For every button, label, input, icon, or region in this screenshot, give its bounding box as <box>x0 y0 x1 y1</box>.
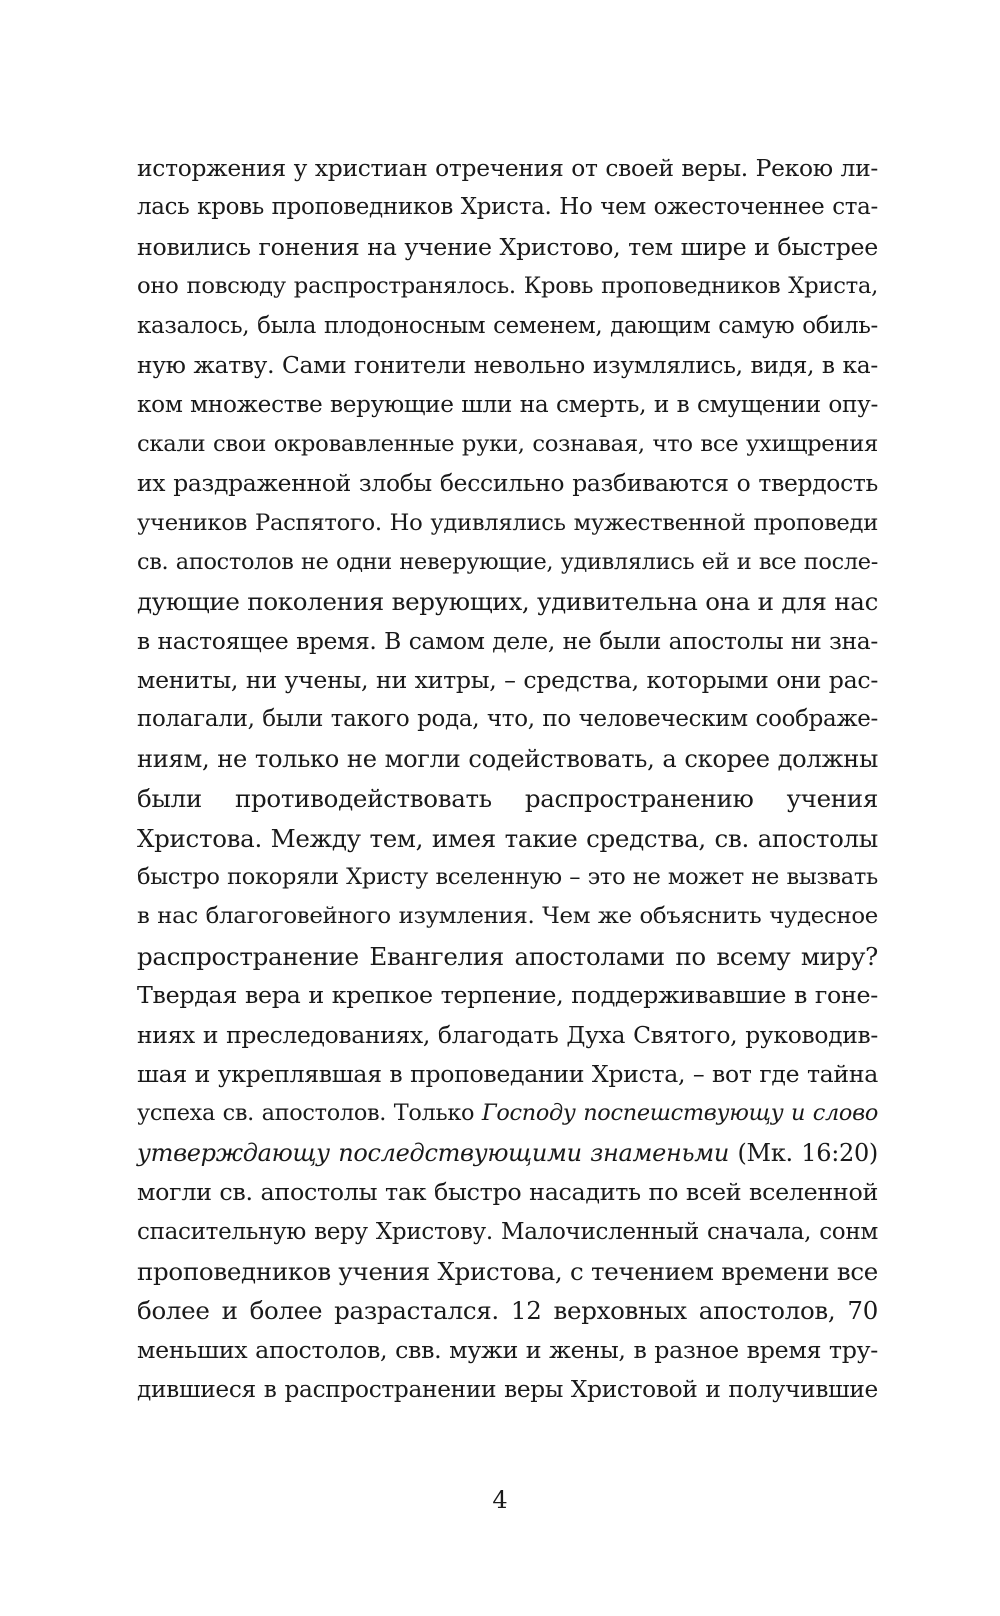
text-line: скали свои окровавленные руки, сознавая, что все ухищрения <box>137 430 878 457</box>
text-line: ком множестве верующие шли на смерть, и в смущении опу- <box>137 391 878 419</box>
text-line: учеников Распятого. Но удивлялись мужественной проповеди <box>137 509 878 536</box>
text-line: более и более разрастался. 12 верховных апостолов, 70 <box>137 1296 878 1326</box>
text-line: в настоящее время. В самом деле, не были апостолы ни зна- <box>137 626 878 655</box>
text-line: Христова. Между тем, имея такие средства, св. апостолы <box>137 823 878 853</box>
scripture-quote: Господу поспешствующу и слово <box>481 1100 878 1127</box>
text-line: дившиеся в распространении веры Христовой и получившие <box>137 1376 878 1404</box>
text-line: их раздраженной злобы бессильно разбиваются о твердость <box>137 469 878 498</box>
text-line: ниях и преследованиях, благодать Духа Святого, руководив- <box>137 1020 878 1049</box>
text-line: полагали, были такого рода, что, по человеческим соображе- <box>137 706 878 733</box>
body-text <box>137 149 878 1410</box>
text-line: были противодействовать распространению учения <box>137 784 878 814</box>
scripture-reference: (Мк. 16:20) <box>729 1138 878 1167</box>
text-line: лась кровь проповедников Христа. Но чем ожесточеннее ста- <box>137 194 878 221</box>
text-line: шая и укреплявшая в проповедании Христа, – вот где тайна <box>137 1059 878 1088</box>
plain-text: успеха св. апостолов. Только <box>137 1100 482 1127</box>
text-line-with-quote <box>137 1094 878 1133</box>
text-line: спасительную веру Христову. Малочисленный сначала, сонм <box>137 1218 878 1245</box>
page-number: 4 <box>492 1486 508 1514</box>
text-line: распространение Евангелия апостолами по всему миру? <box>137 941 878 971</box>
text-line: ную жатву. Сами гонители невольно изумлялись, видя, в ка- <box>137 350 878 379</box>
text-line: меньших апостолов, свв. мужи и жены, в разное время тру- <box>137 1335 878 1364</box>
text-line: исторжения у христиан отречения от своей веры. Рекою ли- <box>137 154 878 182</box>
text-line: в нас благоговейного изумления. Чем же объяснить чудесное <box>137 903 878 930</box>
scripture-quote: утверждающу последствующими знаменьми <box>137 1138 730 1167</box>
text-line: мениты, ни учены, ни хитры, – средства, которыми они рас- <box>137 666 878 695</box>
text-line: св. апостолов не одни неверующие, удивлялись ей и все после- <box>137 548 878 575</box>
text-line: оно повсюду распространялось. Кровь проповедников Христа, <box>137 273 878 300</box>
text-line: ниям, не только не могли содействовать, а скорее должны <box>137 744 878 773</box>
text-line: быстро покоряли Христу вселенную – это не может не вызвать <box>137 864 878 891</box>
text-line: проповедников учения Христова, с течением времени все <box>137 1256 878 1286</box>
text-line: новились гонения на учение Христово, тем шире и быстрее <box>137 232 878 261</box>
text-line-with-quote <box>137 1134 878 1173</box>
text-line: дующие поколения верующих, удивительна она и для нас <box>137 587 878 617</box>
text-line: казалось, была плодоносным семенем, дающим самую обиль- <box>137 312 878 339</box>
text-line: могли св. апостолы так быстро насадить по всей вселенной <box>137 1178 878 1207</box>
text-line: Твердая вера и крепкое терпение, поддерживавшие в гоне- <box>137 981 878 1010</box>
